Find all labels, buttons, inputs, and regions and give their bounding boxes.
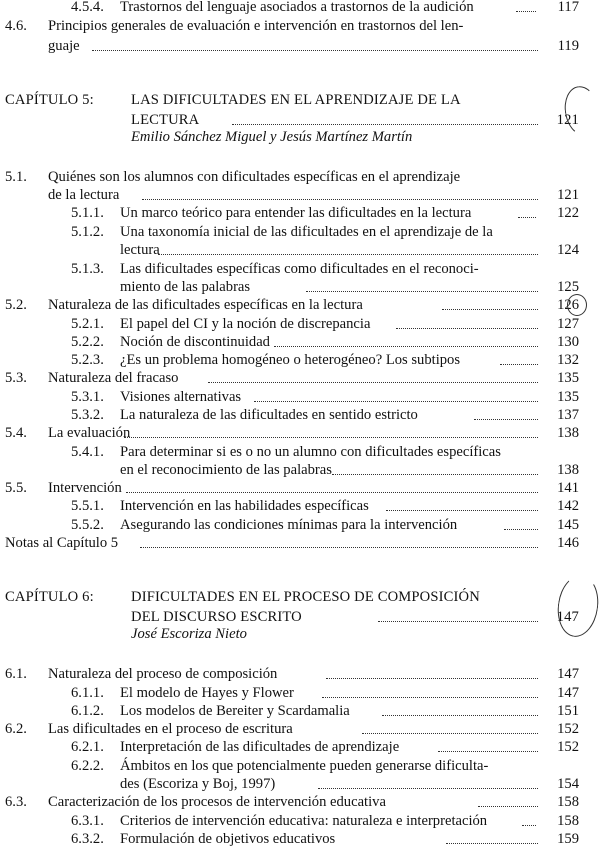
toc-entry — [0, 533, 600, 553]
entry-page: 146 — [557, 535, 579, 551]
entry-number: 5.5.2. — [71, 517, 104, 533]
entry-number: 6.1.1. — [71, 685, 104, 701]
toc-entry-continuation — [0, 36, 600, 56]
entry-page: 158 — [557, 813, 579, 829]
entry-title: Ámbitos en los que potencialmente pueden generarse dificulta- — [120, 758, 489, 774]
toc-entry — [0, 222, 600, 242]
chapter-label: CAPÍTULO 6: — [5, 589, 94, 605]
entry-title: Criterios de intervención educativa: naturaleza e interpretación — [120, 813, 488, 829]
entry-page: 121 — [557, 187, 579, 203]
entry-number: 5.2.2. — [71, 334, 104, 350]
chapter-heading — [0, 90, 600, 110]
toc-entry-continuation — [0, 240, 600, 260]
entry-page: 141 — [557, 480, 579, 496]
entry-title: Los modelos de Bereiter y Scardamalia — [120, 703, 350, 719]
toc-entry-continuation — [0, 774, 600, 794]
entry-title: guaje — [48, 38, 80, 54]
entry-title: Caracterización de los procesos de intervención educativa — [48, 794, 386, 810]
toc-entry — [0, 423, 600, 443]
entry-page: 127 — [557, 316, 579, 332]
entry-title: ¿Es un problema homogéneo o heterogéneo? Los subtipos — [120, 352, 461, 368]
chapter-label: CAPÍTULO 5: — [5, 92, 94, 108]
entry-title: Asegurando las condiciones mínimas para la intervención — [120, 517, 458, 533]
toc-entry — [0, 387, 600, 407]
entry-page: 122 — [557, 205, 579, 221]
toc-entry — [0, 478, 600, 498]
entry-page: 154 — [557, 776, 579, 792]
entry-title: Notas al Capítulo 5 — [5, 535, 119, 551]
entry-page: 117 — [557, 0, 579, 15]
toc-entry-continuation — [0, 277, 600, 297]
chapter-page: 121 — [556, 112, 579, 128]
entry-number: 5.2.3. — [71, 352, 104, 368]
entry-number: 5.1.3. — [71, 261, 104, 277]
chapter-authors: Emilio Sánchez Miguel y Jesús Martínez Martín — [131, 129, 413, 145]
chapter-title: LAS DIFICULTADES EN EL APRENDIZAJE DE LA — [131, 92, 461, 108]
entry-title: Un marco teórico para entender las dificultades en la lectura — [120, 205, 472, 221]
toc-entry — [0, 203, 600, 223]
toc-entry — [0, 368, 600, 388]
entry-number: 6.2.2. — [71, 758, 104, 774]
toc-entry — [0, 719, 600, 739]
toc-entry — [0, 314, 600, 334]
entry-title: Naturaleza del fracaso — [48, 370, 179, 386]
toc-entry-continuation — [0, 460, 600, 480]
entry-title: Trastornos del lenguaje asociados a trastornos de la audición — [120, 0, 474, 15]
entry-number: 6.1.2. — [71, 703, 104, 719]
entry-number: 6.3. — [5, 794, 27, 810]
entry-title: La evaluación — [48, 425, 131, 441]
entry-title: de la lectura — [48, 187, 120, 203]
entry-title: El modelo de Hayes y Flower — [120, 685, 294, 701]
entry-number: 6.3.2. — [71, 831, 104, 847]
entry-number: 4.5.4. — [71, 0, 104, 15]
entry-title: Naturaleza de las dificultades específicas en la lectura — [48, 297, 363, 313]
entry-page: 142 — [557, 498, 579, 514]
chapter-title: DIFICULTADES EN EL PROCESO DE COMPOSICIÓN — [131, 589, 480, 605]
entry-page: 138 — [557, 425, 579, 441]
entry-number: 5.3.2. — [71, 407, 104, 423]
entry-page: 145 — [557, 517, 579, 533]
entry-page: 138 — [557, 462, 579, 478]
entry-number: 6.1. — [5, 666, 27, 682]
toc-entry — [0, 16, 600, 36]
entry-page: 137 — [557, 407, 579, 423]
entry-title: Intervención en las habilidades específicas — [120, 498, 369, 514]
toc-entry — [0, 515, 600, 535]
entry-number: 5.2. — [5, 297, 27, 313]
chapter-heading — [0, 587, 600, 607]
entry-number: 5.5.1. — [71, 498, 104, 514]
handwritten-circle-mark — [567, 294, 587, 316]
entry-page: 147 — [557, 666, 579, 682]
toc-entry — [0, 737, 600, 757]
entry-title: El papel del CI y la noción de discrepancia — [120, 316, 371, 332]
toc-entry-continuation — [0, 185, 600, 205]
chapter-page: 147 — [556, 609, 579, 625]
entry-page: 152 — [557, 721, 579, 737]
chapter-title: DEL DISCURSO ESCRITO — [131, 609, 302, 625]
entry-number: 6.3.1. — [71, 813, 104, 829]
entry-title: des (Escoriza y Boj, 1997) — [120, 776, 276, 792]
entry-number: 5.5. — [5, 480, 27, 496]
entry-page: 132 — [557, 352, 579, 368]
toc-entry — [0, 167, 600, 187]
entry-page: 147 — [557, 685, 579, 701]
toc-entry — [0, 405, 600, 425]
entry-title: Noción de discontinuidad — [120, 334, 270, 350]
entry-number: 5.1.1. — [71, 205, 104, 221]
toc-entry — [0, 350, 600, 370]
toc-entry — [0, 664, 600, 684]
entry-number: 6.2. — [5, 721, 27, 737]
entry-title: La naturaleza de las dificultades en sentido estricto — [120, 407, 418, 423]
entry-number: 5.3. — [5, 370, 27, 386]
entry-page: 124 — [557, 242, 579, 258]
entry-page: 119 — [557, 38, 579, 54]
toc-entry — [0, 756, 600, 776]
entry-page: 159 — [557, 831, 579, 847]
toc-entry — [0, 683, 600, 703]
entry-number: 6.2.1. — [71, 739, 104, 755]
toc-entry — [0, 442, 600, 462]
entry-title: Para determinar si es o no un alumno con dificultades específicas — [120, 444, 501, 460]
entry-page: 130 — [557, 334, 579, 350]
toc-entry — [0, 259, 600, 279]
entry-title: Principios generales de evaluación e intervención en trastornos del len- — [48, 18, 464, 34]
entry-page: 126 — [557, 297, 579, 313]
toc-entry — [0, 332, 600, 352]
entry-number: 4.6. — [5, 18, 27, 34]
entry-number: 5.1.2. — [71, 224, 104, 240]
entry-title: Formulación de objetivos educativos — [120, 831, 336, 847]
toc-entry — [0, 829, 600, 849]
entry-title: en el reconocimiento de las palabras — [120, 462, 332, 478]
entry-number: 5.3.1. — [71, 389, 104, 405]
entry-title: lectura — [120, 242, 160, 258]
entry-title: Interpretación de las dificultades de aprendizaje — [120, 739, 400, 755]
toc-entry — [0, 792, 600, 812]
entry-number: 5.1. — [5, 169, 27, 185]
entry-title: miento de las palabras — [120, 279, 251, 295]
entry-page: 125 — [557, 279, 579, 295]
entry-title: Naturaleza del proceso de composición — [48, 666, 278, 682]
entry-page: 151 — [557, 703, 579, 719]
entry-number: 5.4.1. — [71, 444, 104, 460]
toc-entry — [0, 496, 600, 516]
entry-title: Visiones alternativas — [120, 389, 242, 405]
entry-title: Una taxonomía inicial de las dificultades en el aprendizaje de la — [120, 224, 493, 240]
entry-title: Quiénes son los alumnos con dificultades específicas en el aprendizaje — [48, 169, 461, 185]
entry-number: 5.4. — [5, 425, 27, 441]
entry-title: Las dificultades en el proceso de escritura — [48, 721, 293, 737]
entry-page: 152 — [557, 739, 579, 755]
entry-page: 158 — [557, 794, 579, 810]
toc-entry — [0, 0, 600, 17]
entry-title: Las dificultades específicas como dificultades en el reconoci- — [120, 261, 479, 277]
chapter-authors: José Escoriza Nieto — [131, 626, 247, 642]
entry-title: Intervención — [48, 480, 122, 496]
toc-entry — [0, 295, 600, 315]
toc-entry — [0, 811, 600, 831]
toc-entry — [0, 701, 600, 721]
entry-page: 135 — [557, 370, 579, 386]
chapter-title: LECTURA — [131, 112, 200, 128]
entry-page: 135 — [557, 389, 579, 405]
entry-number: 5.2.1. — [71, 316, 104, 332]
